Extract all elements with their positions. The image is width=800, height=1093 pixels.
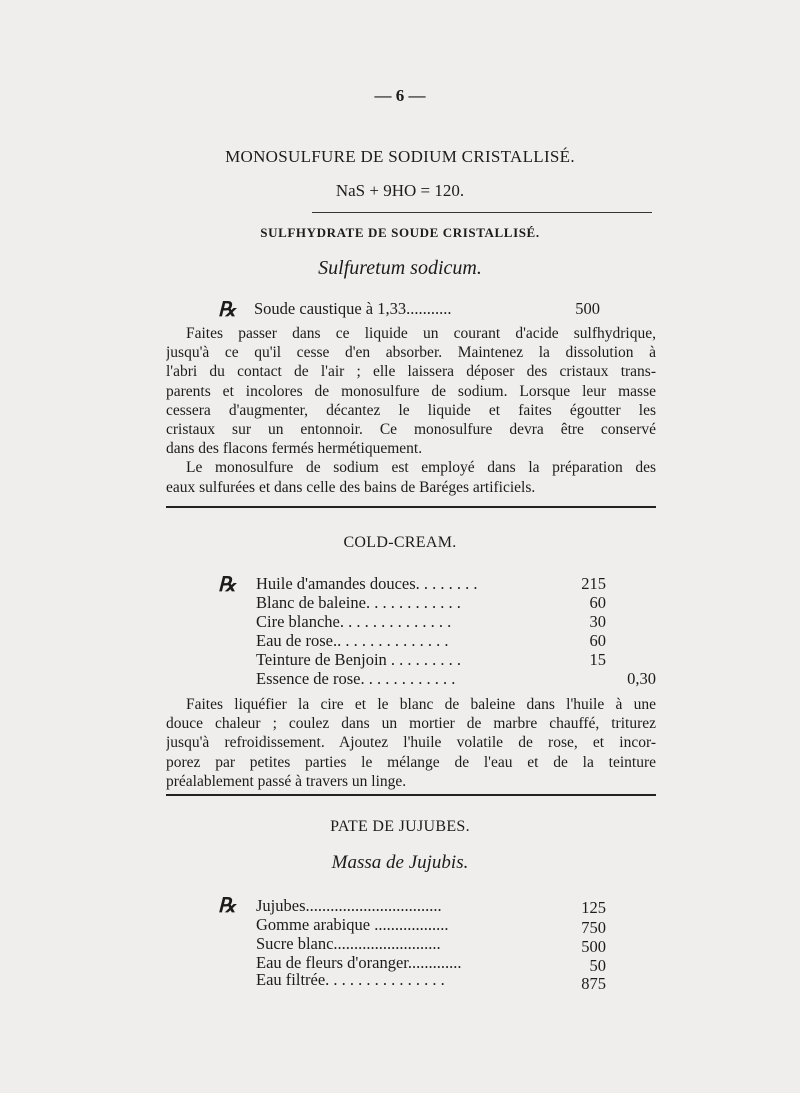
- ingredient-qty: 0,30: [627, 669, 656, 688]
- ingredient-name: Teinture de Benjoin . . . . . . . . .: [256, 650, 462, 669]
- section-divider: [166, 794, 656, 796]
- ingredient-name: Cire blanche. . . . . . . . . . . . . .: [256, 612, 452, 631]
- paragraph-line: cessera d'augmenter, décantez le liquide et faites égoutter les: [166, 401, 656, 419]
- ingredient-name: Eau de rose.. . . . . . . . . . . . . .: [256, 631, 449, 650]
- ingredient-qty: 60: [589, 631, 606, 650]
- paragraph-line: cristaux sur un entonnoir. Ce monosulfure devra être conservé: [166, 420, 656, 438]
- paragraph-line: Faites passer dans ce liquide un courant d'acide sulfhydrique,: [186, 325, 656, 342]
- ingredient-name: Eau de fleurs d'oranger.............: [256, 953, 462, 972]
- jujubes-title: PATE DE JUJUBES.: [330, 818, 470, 835]
- paragraph-line: parents et incolores de monosulfure de sodium. Lorsque leur masse: [166, 382, 656, 400]
- ingredient-qty: 50: [589, 956, 606, 975]
- paragraph-line: Faites liquéfier la cire et le blanc de baleine dans l'huile à une: [186, 696, 656, 713]
- cold-cream-title: COLD-CREAM.: [343, 534, 457, 551]
- paragraph-line: Le monosulfure de sodium est employé dans la préparation des: [186, 459, 656, 477]
- ingredient-qty: 500: [575, 299, 600, 318]
- ingredient-name: Essence de rose. . . . . . . . . . . .: [256, 669, 456, 688]
- monosulfure-formula: NaS + 9HO = 120.: [335, 181, 465, 200]
- ingredient-qty: 750: [581, 918, 606, 937]
- ingredient-name: Huile d'amandes douces. . . . . . . .: [256, 574, 478, 593]
- ingredient-name: Eau filtrée. . . . . . . . . . . . . . .: [256, 970, 445, 989]
- ingredient-name: Soude caustique à 1,33...........: [254, 299, 452, 318]
- paragraph-line: préalablement passé à travers un linge.: [166, 772, 407, 790]
- paragraph-line: eaux sulfurées et dans celle des bains de Baréges artificiels.: [166, 478, 536, 496]
- ingredient-name: Sucre blanc..........................: [256, 934, 441, 953]
- paragraph-line: douce chaleur ; coulez dans un mortier de marbre chauffé, triturez: [166, 715, 656, 733]
- cold-cream-instructions: [166, 695, 656, 791]
- sulfhydrate-latin-name: Sulfuretum sodicum.: [318, 257, 482, 279]
- paragraph-line: porez par petites parties le mélange de l'eau et de la teinture: [166, 753, 656, 771]
- section-divider: [166, 506, 656, 508]
- sulfhydrate-instructions: [166, 324, 656, 497]
- ingredient-qty: 30: [589, 612, 606, 631]
- ingredient-name: Gomme arabique ..................: [256, 915, 449, 934]
- paragraph-line: jusqu'à refroidissement. Ajoutez l'huile volatile de rose, et incor-: [166, 734, 656, 752]
- sulfhydrate-title: SULFHYDRATE DE SOUDE CRISTALLISÉ.: [260, 225, 540, 240]
- recipe-symbol: ℞: [218, 299, 236, 321]
- ingredient-name: Blanc de baleine. . . . . . . . . . . .: [256, 593, 461, 612]
- recipe-symbol: ℞: [218, 895, 236, 917]
- jujubes-latin-name: Massa de Jujubis.: [331, 852, 469, 873]
- ingredient-qty: 215: [581, 574, 606, 593]
- paragraph-line: dans des flacons fermés hermétiquement.: [166, 440, 423, 458]
- paragraph-line: l'abri du contact de l'air ; elle laissera déposer des cristaux trans-: [166, 363, 656, 381]
- ingredient-name: Jujubes.................................: [256, 896, 442, 915]
- ingredient-qty: 125: [581, 898, 606, 917]
- divider: [312, 212, 652, 213]
- ingredient-qty: 60: [589, 593, 606, 612]
- ingredient-qty: 500: [581, 937, 606, 956]
- paragraph-line: jusqu'à ce qu'il cesse d'en absorber. Maintenez la dissolution à: [166, 344, 656, 362]
- recipe-symbol: ℞: [218, 574, 236, 596]
- page-number: — 6 —: [374, 86, 426, 105]
- monosulfure-title: MONOSULFURE DE SODIUM CRISTALLISÉ.: [225, 147, 575, 166]
- ingredient-qty: 15: [589, 650, 606, 669]
- ingredient-qty: 875: [581, 974, 606, 993]
